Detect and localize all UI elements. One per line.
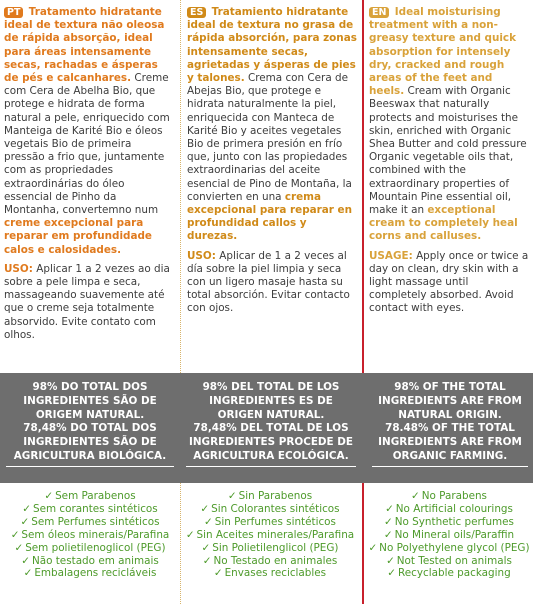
free-from-label: Sem polietilenoglicol (PEG) <box>25 541 166 554</box>
body-text-pt: Creme com Cera de Abelha Bio, que protege e hidrata de forma natural a pele, enriquecido com Manteiga de Karité Bio e óleos vegetais Bio de primeira pressão a frio que, juntamente com as propriedades extraordinárias do óleo essencial de Pinho da Montanha, convertemno num <box>4 72 170 217</box>
free-from-label: Not Tested on animals <box>396 554 512 567</box>
column-en <box>369 6 529 322</box>
lang-tag-pt: PT <box>4 7 23 18</box>
checkmark-icon: ✓ <box>201 541 211 554</box>
free-from-label: Envases reciclables <box>224 567 327 580</box>
natural-origin-text-es: 98% DEL TOTAL DE LOS INGREDIENTES ES DE ORIGEN NATURAL. <box>202 381 340 421</box>
usage-text-en: Apply once or twice a day on clean, dry skin with a light massage until completely absorbed. Avoid contact with eyes. <box>369 249 529 315</box>
free-from-label: Sin Parabenos <box>238 490 313 502</box>
free-from-label: No Mineral oils/Paraffin <box>394 528 515 541</box>
highlight-text-en: exceptional cream to completely heal corns and calluses. <box>369 204 518 243</box>
checkmark-icon: ✓ <box>21 554 30 567</box>
usage-text-es: Aplicar de 1 a 2 veces al día sobre la piel limpia y seca con un ligero masaje hasta su total absorción. Evitar contacto con ojos. <box>187 249 350 315</box>
organic-farming-text-es: 78,48% DEL TOTAL DE LOS INGREDIENTES PROCEDE DE AGRICULTURA ECOLÓGICA. <box>186 422 356 466</box>
natural-origin-en <box>372 381 528 467</box>
checkmark-icon: ✓ <box>44 490 54 502</box>
usage-text-pt: Aplicar 1 a 2 vezes ao dia sobre a pele limpa e seca, massageando suavemente até que o creme seja totalmente absorvido. Evite contato com olhos. <box>4 262 170 341</box>
body-text-en: Cream with Organic Beeswax that naturally protects and moisturises the skin, enriched with Organic Shea Butter and cold pressure Organic vegetable oils that, combined with the extraordinary properties of Mountain Pine essential oil, make it an <box>369 85 527 217</box>
free-from-label: Sem óleos minerais/Parafina <box>21 528 170 541</box>
checkmark-icon: ✓ <box>202 554 212 567</box>
checkmark-icon: ✓ <box>411 490 420 502</box>
free-from-item <box>366 490 532 503</box>
free-from-item <box>366 503 532 516</box>
natural-origin-es <box>186 381 356 467</box>
free-from-item <box>4 516 176 529</box>
lead-text-es: Tratamiento hidratante ideal de textura no grasa de rápida absorción, para zonas intensamente secas, agrietadas y ásperas de pies y talones. <box>187 6 357 85</box>
free-from-item <box>4 542 176 555</box>
free-from-item <box>366 555 532 568</box>
usage-es <box>187 250 357 316</box>
free-from-item <box>180 542 360 555</box>
checkmark-icon: ✓ <box>23 567 33 580</box>
free-from-label: Sem Perfumes sintéticos <box>31 515 160 528</box>
checkmark-icon: ✓ <box>14 541 24 554</box>
lang-tag-es: ES <box>187 7 206 18</box>
free-from-label: Embalagens recicláveis <box>34 567 157 580</box>
usage-label-es: USO: <box>187 249 216 262</box>
usage-pt <box>4 263 174 342</box>
free-from-item <box>180 490 360 503</box>
lang-tag-en: EN <box>369 7 389 18</box>
checkmark-icon: ✓ <box>200 502 210 515</box>
free-from-item <box>4 490 176 503</box>
free-from-item <box>4 503 176 516</box>
column-es <box>187 6 357 322</box>
free-from-list-en <box>366 490 532 580</box>
free-from-label: No Testado en animales <box>213 554 338 567</box>
usage-label-pt: USO: <box>4 262 33 275</box>
checkmark-icon: ✓ <box>384 515 393 528</box>
usage-en <box>369 250 529 316</box>
free-from-item <box>180 567 360 580</box>
free-from-item <box>4 567 176 580</box>
checkmark-icon: ✓ <box>20 515 30 528</box>
natural-origin-text-pt: 98% DO TOTAL DOS INGREDIENTES SÃO DE ORIGEM NATURAL. <box>23 381 157 421</box>
lead-text-pt: Tratamento hidratante ideal de textura não oleosa de rápida absorção, ideal para áreas intensamente secas, rachadas e ásperas de pés e calcanhares. <box>4 6 165 85</box>
body-text-es: Crema con Cera de Abejas Bio, que protege e hidrata naturalmente la piel, enriquecida con Manteca de Karité Bio y aceites vegetales Bio de primera presión en frío que, junto con las propiedades extraordinarias del aceite esencial de Pino de Montaña, la convierten en una <box>187 72 352 203</box>
checkmark-icon: ✓ <box>213 567 223 580</box>
lead-text-en: Ideal moisturising treatment with a non-greasy texture and quick absorption for intensely dry, cracked and rough areas of the feet and heels. <box>369 6 516 98</box>
free-from-list-pt <box>4 490 176 580</box>
free-from-label: No Synthetic perfumes <box>394 515 514 528</box>
free-from-item <box>366 529 532 542</box>
free-from-item <box>4 529 176 542</box>
free-from-label: Sin Perfumes sintéticos <box>214 515 336 528</box>
description-en <box>369 6 529 244</box>
description-pt <box>4 6 174 257</box>
free-from-item <box>180 516 360 529</box>
checkmark-icon: ✓ <box>385 502 394 515</box>
checkmark-icon: ✓ <box>387 567 396 580</box>
checkmark-icon: ✓ <box>383 528 393 541</box>
free-from-label: Sin Aceites minerales/Parafina <box>196 528 355 541</box>
checkmark-icon: ✓ <box>185 528 195 541</box>
free-from-label: Sem corantes sintéticos <box>33 502 158 515</box>
column-pt <box>4 6 174 348</box>
free-from-label: Sin Colorantes sintéticos <box>211 502 340 515</box>
free-from-item <box>366 542 532 555</box>
free-from-label: Recyclable packaging <box>398 567 511 580</box>
column-divider <box>180 0 181 373</box>
checkmark-icon: ✓ <box>10 528 20 541</box>
natural-origin-pt <box>6 381 174 467</box>
free-from-list-es <box>180 490 360 580</box>
free-from-label: Sin Polietilenglicol (PEG) <box>212 541 339 554</box>
free-from-item <box>180 555 360 568</box>
highlight-text-pt: creme excepcional para reparar em profundidade calos e calosidades. <box>4 217 152 256</box>
natural-origin-band <box>0 373 533 483</box>
checkmark-icon: ✓ <box>204 515 213 528</box>
free-from-label: No Artificial colourings <box>395 502 513 515</box>
free-from-item <box>366 516 532 529</box>
free-from-item <box>4 555 176 568</box>
free-from-item <box>366 567 532 580</box>
organic-farming-text-pt: 78,48% DO TOTAL DOS INGREDIENTES SÃO DE AGRICULTURA BIOLÓGICA. <box>6 422 174 466</box>
checkmark-icon: ✓ <box>386 554 395 567</box>
checkmark-icon: ✓ <box>227 490 237 502</box>
highlight-text-es: crema excepcional para reparar en profundidad callos y durezas. <box>187 190 352 243</box>
natural-origin-text-en: 98% OF THE TOTAL INGREDIENTS ARE FROM NATURAL ORIGIN. <box>378 381 522 421</box>
checkmark-icon: ✓ <box>368 541 378 554</box>
language-divider <box>362 0 364 604</box>
organic-farming-text-en: 78.48% OF THE TOTAL INGREDIENTS ARE FROM ORGANIC FARMING. <box>372 422 528 466</box>
free-from-label: Não testado em animais <box>31 554 159 567</box>
free-from-label: No Polyethylene glycol (PEG) <box>379 541 530 554</box>
checkmark-icon: ✓ <box>22 502 31 515</box>
free-from-item <box>180 503 360 516</box>
free-from-label: Sem Parabenos <box>55 490 136 502</box>
usage-label-en: USAGE: <box>369 249 413 262</box>
description-es <box>187 6 357 244</box>
free-from-item <box>180 529 360 542</box>
free-from-label: No Parabens <box>421 490 487 502</box>
